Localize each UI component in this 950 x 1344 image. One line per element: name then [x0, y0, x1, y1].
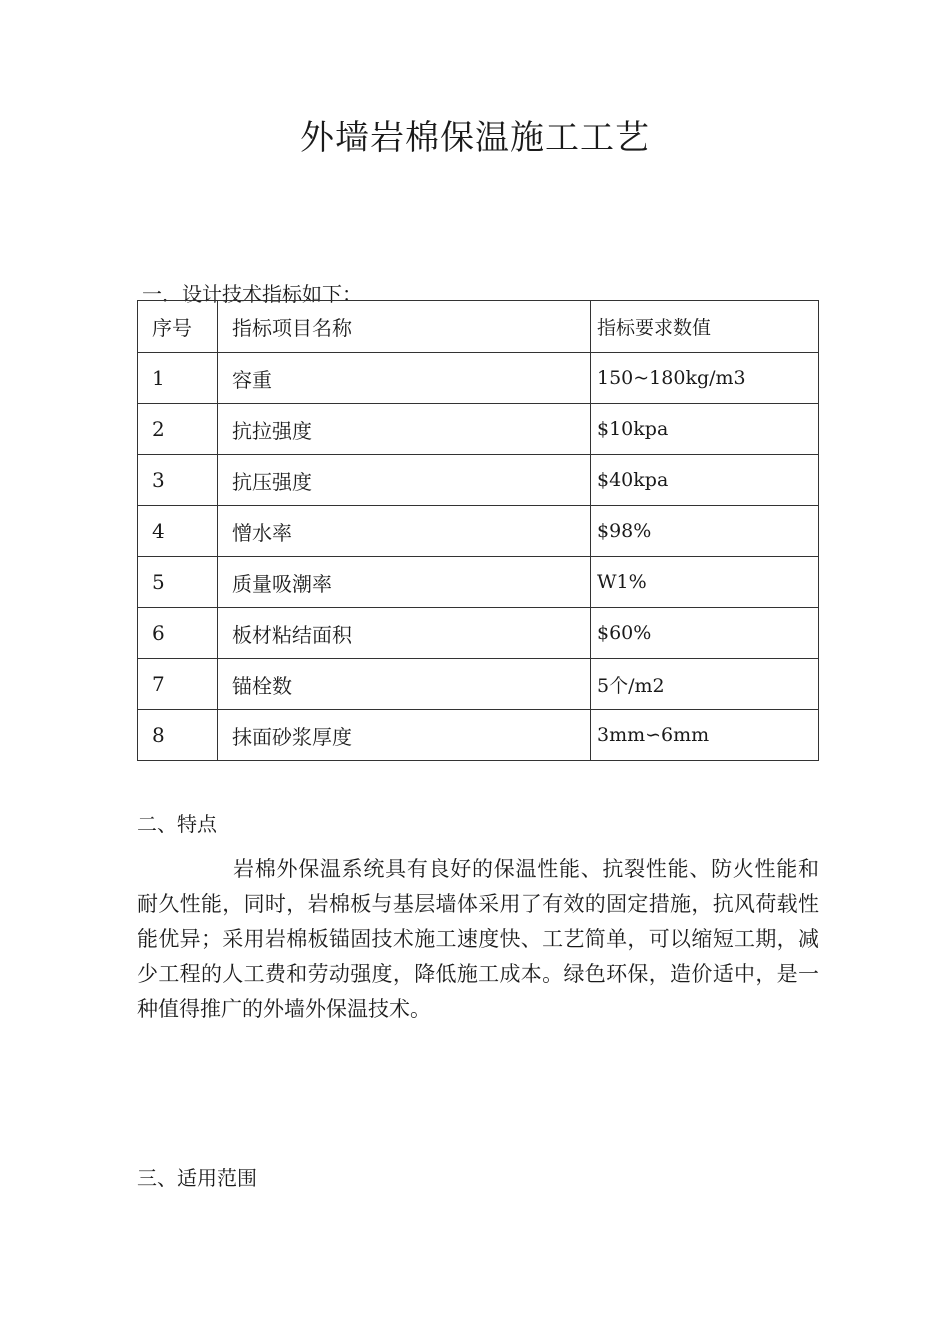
- cell-value: $10kpa: [591, 404, 819, 455]
- section-2-paragraph: 岩棉外保温系统具有良好的保温性能、抗裂性能、防火性能和耐久性能，同时，岩棉板与基层墙体采用了有效的固定措施，抗风荷载性能优异；采用岩棉板锚固技术施工速度快、工艺简单，可以缩短工期，减少工程的人工费和劳动强度，降低施工成本。绿色环保，造价适中，是一种值得推广的外墙外保温技术。: [137, 857, 819, 1021]
- cell-item: 容重: [218, 353, 591, 404]
- cell-index: 4: [138, 506, 218, 557]
- table-row: [138, 557, 819, 608]
- cell-index: 7: [138, 659, 218, 710]
- table-row: [138, 608, 819, 659]
- section-1-heading: 一．设计技术指标如下：: [142, 282, 362, 306]
- cell-item: 抗拉强度: [218, 404, 591, 455]
- cell-value: $98%: [591, 506, 819, 557]
- section-3-heading: 三、适用范围: [137, 1166, 257, 1190]
- table-row: [138, 506, 819, 557]
- cell-index: 6: [138, 608, 218, 659]
- cell-value: 3mm∽6mm: [591, 710, 819, 761]
- section-2-heading: 二、特点: [137, 812, 217, 836]
- cell-value: 150~180kg/m3: [591, 353, 819, 404]
- cell-index: 3: [138, 455, 218, 506]
- cell-value: 5个/m2: [591, 659, 819, 710]
- cell-item: 锚栓数: [218, 659, 591, 710]
- cell-index: 8: [138, 710, 218, 761]
- table-row: [138, 353, 819, 404]
- table-row: [138, 404, 819, 455]
- cell-index: 2: [138, 404, 218, 455]
- table-row: [138, 455, 819, 506]
- cell-item: 质量吸潮率: [218, 557, 591, 608]
- cell-item: 抗压强度: [218, 455, 591, 506]
- cell-index: 5: [138, 557, 218, 608]
- col-header-item: 指标项目名称: [218, 301, 591, 353]
- cell-value: $40kpa: [591, 455, 819, 506]
- cell-index: 1: [138, 353, 218, 404]
- col-header-index: 序号: [138, 301, 218, 353]
- cell-item: 抹面砂浆厚度: [218, 710, 591, 761]
- table-header-row: [138, 301, 819, 353]
- table-row: [138, 710, 819, 761]
- cell-item: 板材粘结面积: [218, 608, 591, 659]
- cell-value: W1%: [591, 557, 819, 608]
- cell-item: 憎水率: [218, 506, 591, 557]
- spec-table: [137, 300, 819, 761]
- col-header-value: 指标要求数值: [591, 301, 819, 353]
- table-row: [138, 659, 819, 710]
- document-title: 外墙岩棉保温施工工艺: [300, 118, 650, 158]
- cell-value: $60%: [591, 608, 819, 659]
